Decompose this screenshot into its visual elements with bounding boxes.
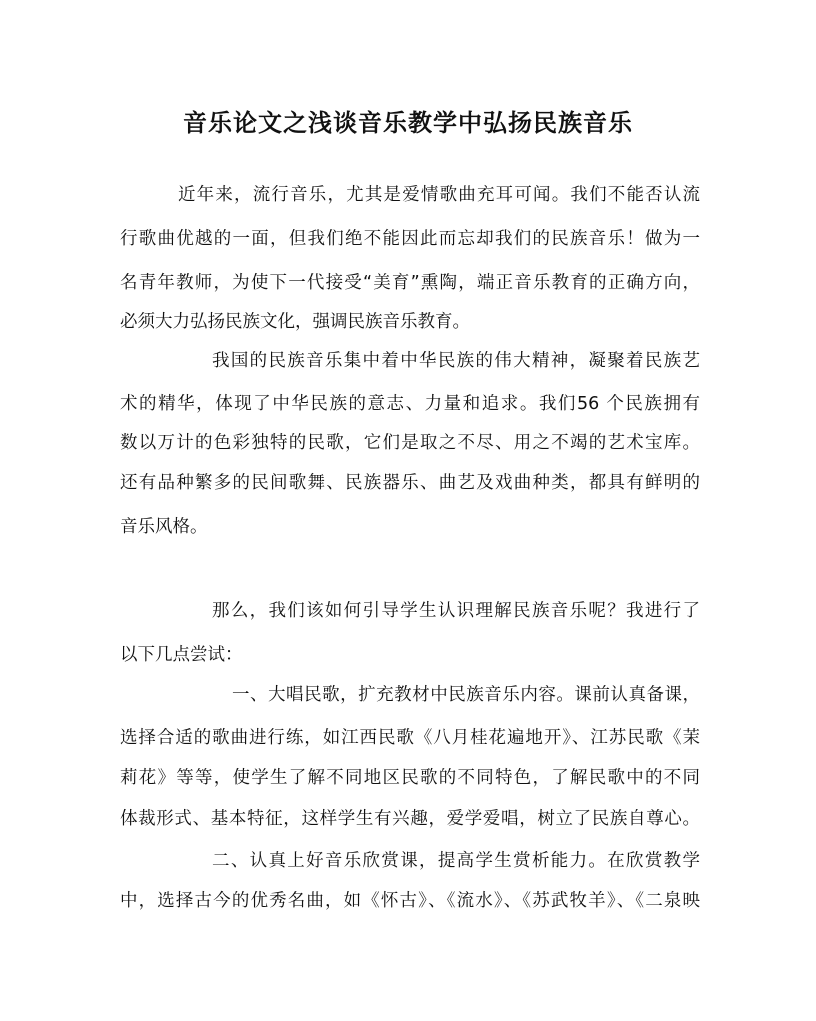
paragraph-line: 近年来，流行音乐，尤其是爱情歌曲充耳可闻。我们不能否认流 <box>178 185 700 205</box>
paragraph-line: 数以万计的色彩独特的民歌，它们是取之不尽、用之不竭的艺术宝库。 <box>120 433 700 453</box>
paragraph-line: 二、认真上好音乐欣赏课，提高学生赏析能力。在欣赏教学 <box>212 851 700 871</box>
paragraph-line: 还有品种繁多的民间歌舞、民族器乐、曲艺及戏曲种类，都具有鲜明的 <box>120 473 700 493</box>
paragraph-line: 行歌曲优越的一面，但我们绝不能因此而忘却我们的民族音乐！做为一 <box>120 229 700 249</box>
paragraph-line: 必须大力弘扬民族文化，强调民族音乐教育。 <box>120 312 470 332</box>
paragraph-line: 那么，我们该如何引导学生认识理解民族音乐呢？我进行了 <box>212 601 700 621</box>
paragraph-line: 音乐风格。 <box>120 517 208 537</box>
paragraph-line: 莉花》等等，使学生了解不同地区民歌的不同特色，了解民歌中的不同 <box>120 768 700 788</box>
paragraph-line: 选择合适的歌曲进行练，如江西民歌《八月桂花遍地开》、江苏民歌《茉 <box>120 728 700 748</box>
paragraph-line: 术的精华，体现了中华民族的意志、力量和追求。我们56 个民族拥有 <box>120 394 700 414</box>
paragraph-line: 体裁形式、基本特征，这样学生有兴趣，爱学爱唱，树立了民族自尊心。 <box>120 809 700 829</box>
paragraph-line: 中，选择古今的优秀名曲，如《怀古》、《流水》、《苏武牧羊》、《二泉映 <box>120 891 700 911</box>
document-title: 音乐论文之浅谈音乐教学中弘扬民族音乐 <box>183 108 633 137</box>
paragraph-line: 名青年教师，为使下一代接受“美育”熏陶，端正音乐教育的正确方向， <box>120 273 700 293</box>
paragraph-line: 以下几点尝试： <box>120 645 243 665</box>
paragraph-line: 一、大唱民歌，扩充教材中民族音乐内容。课前认真备课， <box>232 685 700 705</box>
paragraph-line: 我国的民族音乐集中着中华民族的伟大精神，凝聚着民族艺 <box>212 351 700 371</box>
